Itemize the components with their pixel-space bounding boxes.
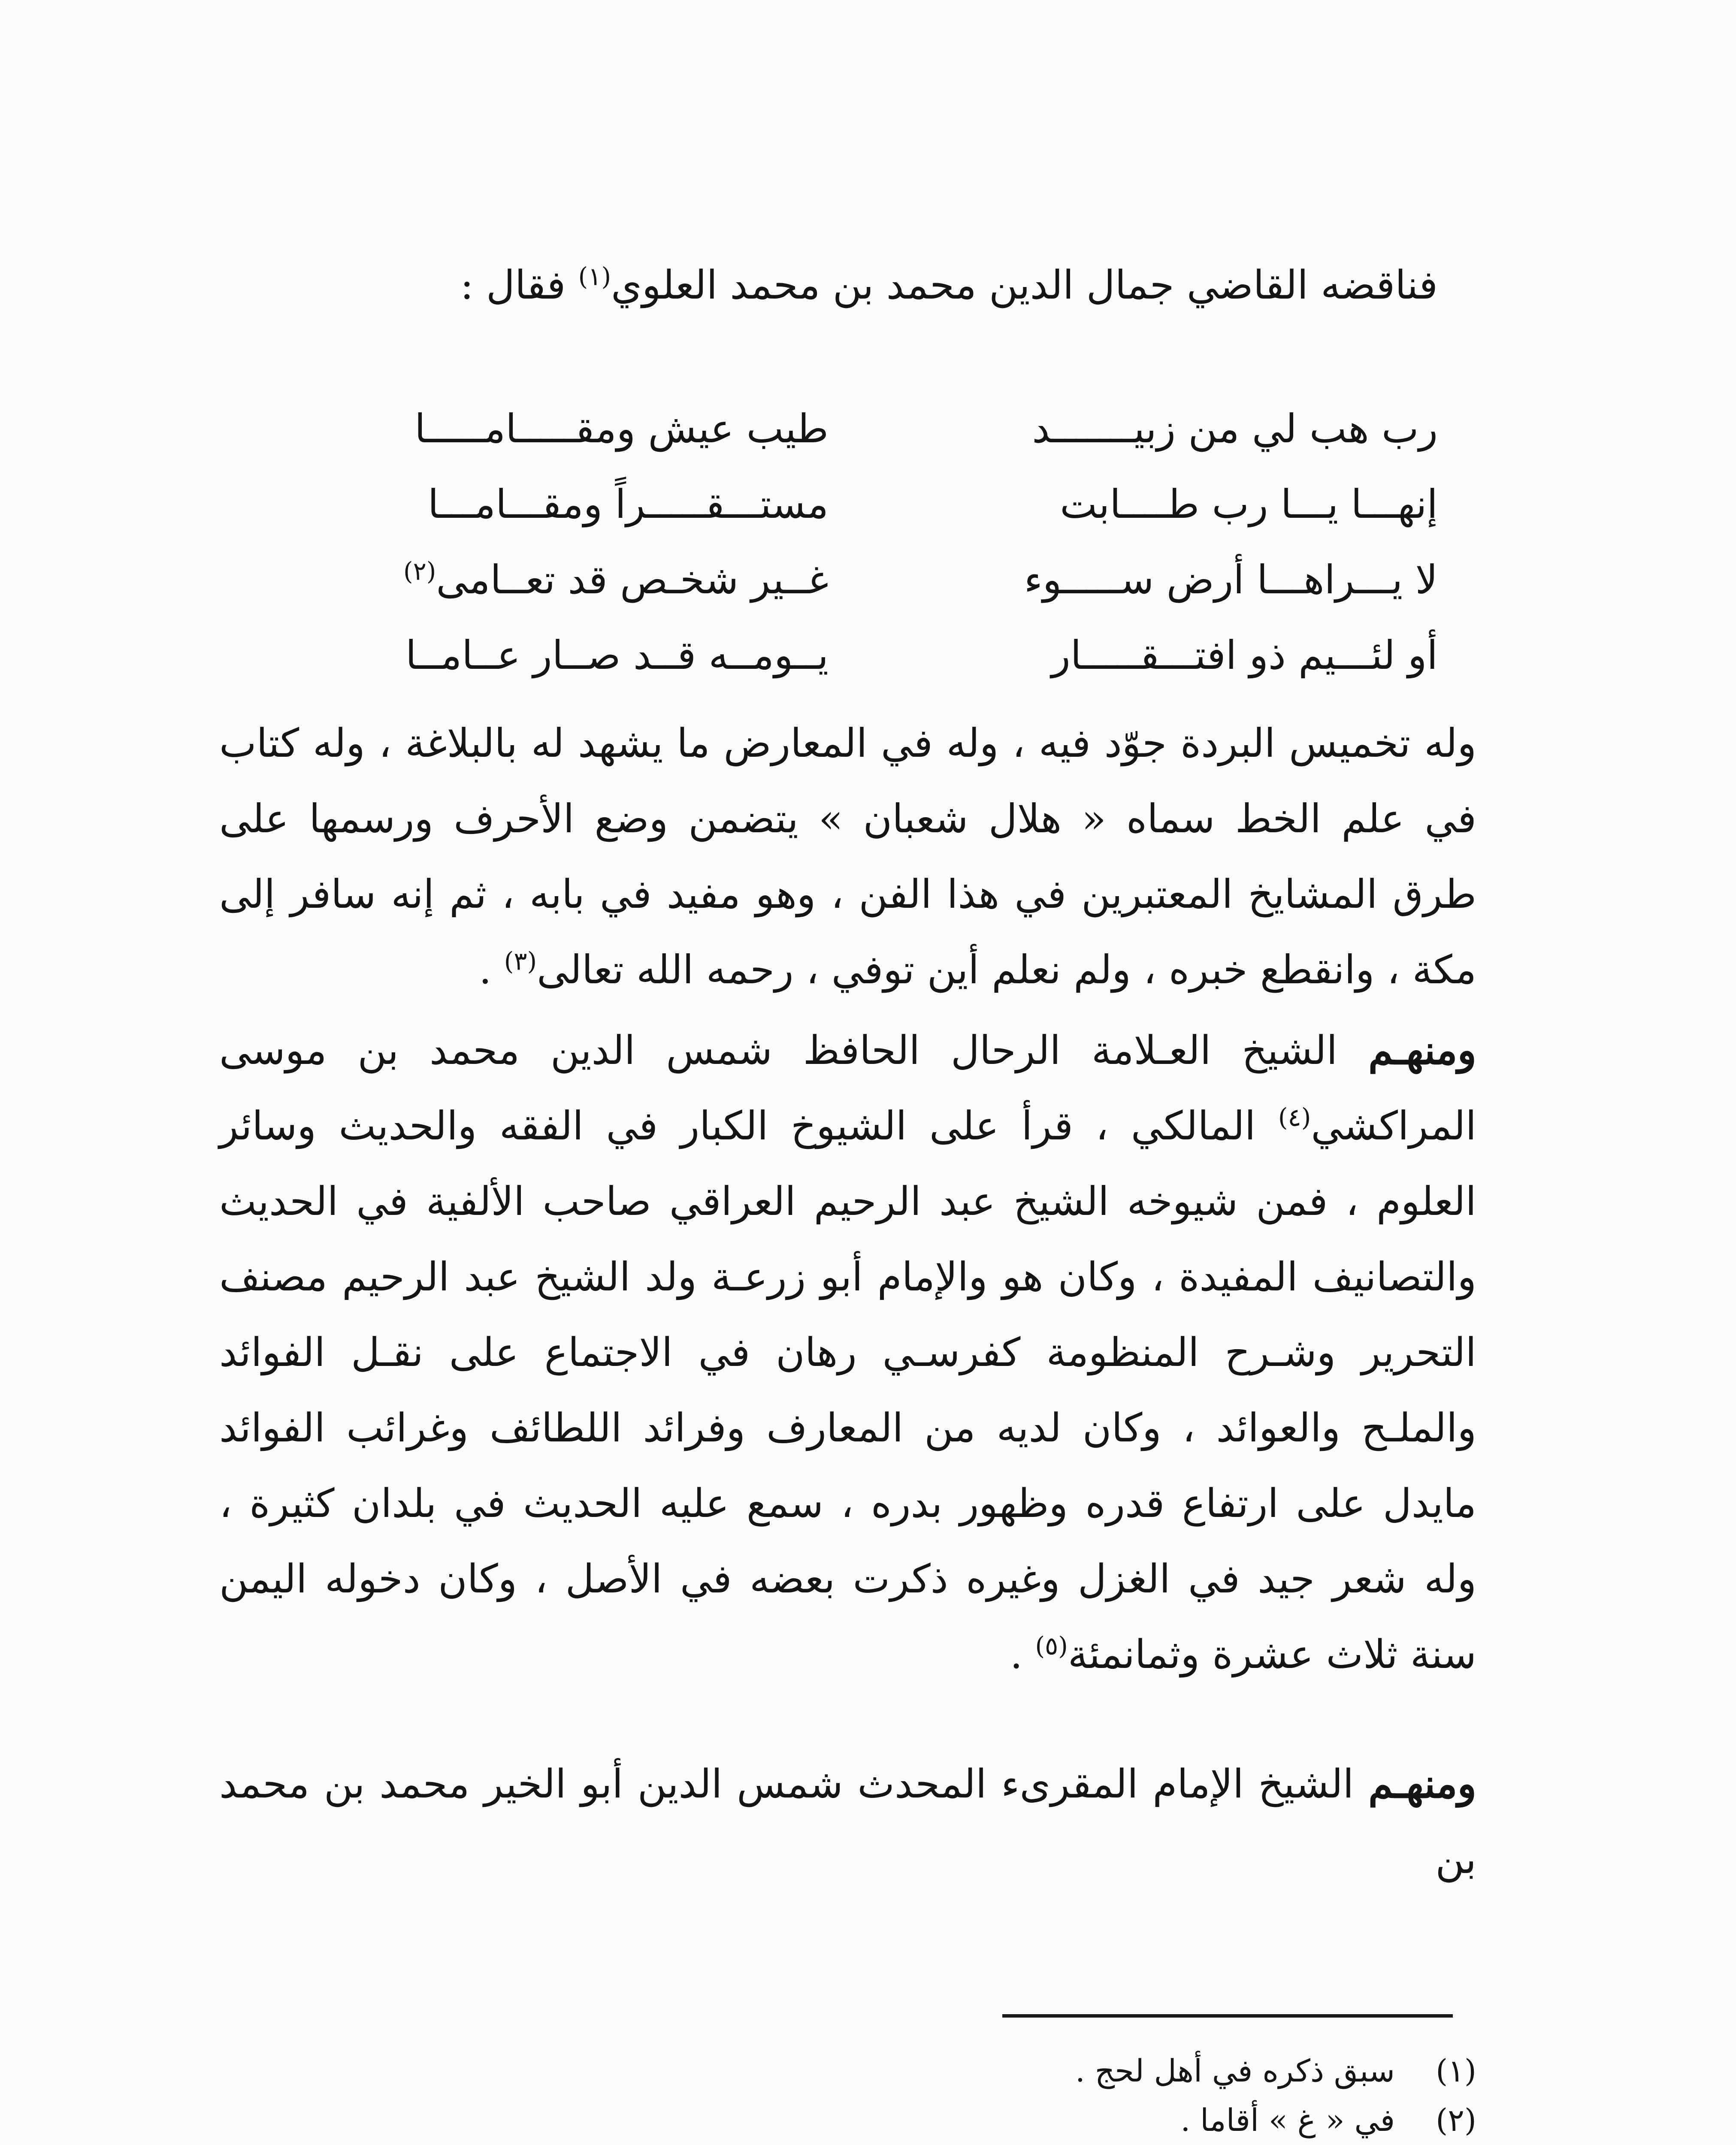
paragraph-3 bbox=[219, 1746, 1476, 1897]
intro-line bbox=[279, 253, 1438, 317]
paragraph-lead-word: ومنهـم bbox=[1368, 1761, 1476, 1807]
verse-second-hemistich: يــومــه قــد صــار عــامــا bbox=[405, 632, 829, 678]
verse-line bbox=[279, 397, 1438, 472]
footnote-text: سبق ذكره في أهل لحج . bbox=[1075, 2053, 1395, 2089]
footnote-separator bbox=[1002, 2014, 1453, 2018]
paragraph-text: وله تخميس البردة جوّد فيه ، وله في المعارض ما يشهد له بالبلاغة ، وله كتاب في علم الخط سماه « هلال شعبان » يتضمن وضع الأحرف ورسمها على طرق المشايخ المعتبرين في هذا الفن ، وهو مفيد في بابه ، ثم إنه سافر إلى مكة ، وانقطع خبره ، ولم نعلم أين توفي ، رحمه الله تعالى bbox=[219, 720, 1476, 993]
paragraph-2: ومنهـم الشيخ العـلامة الرحال الحافظ شمس الدين محمد بن موسى المراكشي$^{(٤)}$ المالكي ، قرأ على الشيوخ الكبار في الفقه والحديث وسائر العلوم ، فمن شيوخه الشيخ عبد الرحيم العراقي صاحب الألفية في الحديث والتصانيف المفيدة ، وكان هو والإمام أبو زرعـة ولد الشيخ عبد الرحيم مصنف التحرير وشـرح المنظومة كفرسـي رهان في الاجتماع على نقـل الفوائد والملـح والعوائد ، وكان لديه من المعارف وفرائد اللطائف وغرائب الفوائد مايدل على ارتفاع قدره وظهور بدره ، سمع عليه الحديث في بلدان كثيرة ، وله شعر جيد في الغزل وغيره ذكرت بعضه في الأصل ، وكان دخوله اليمن سنة ثلاث عشرة وثمانمئة$^{(٥)}$ . bbox=[219, 1027, 1476, 1677]
footnote bbox=[219, 2046, 1476, 2096]
paragraph-1: وله تخميس البردة جوّد فيه ، وله في المعارض ما يشهد له بالبلاغة ، وله كتاب في علم الخط سماه « هلال شعبان » يتضمن وضع الأحرف ورسمها على طرق المشايخ المعتبرين في هذا الفن ، وهو مفيد في بابه ، ثم إنه سافر إلى مكة ، وانقطع خبره ، ولم نعلم أين توفي ، رحمه الله تعالى$^{(٣)}$ . bbox=[219, 720, 1476, 993]
paragraph-text: المالكي ، قرأ على الشيوخ الكبار في الفقه والحديث وسائر العلوم ، فمن شيوخه الشيخ عبد الرحيم العراقي صاحب الألفية في الحديث والتصانيف المفيدة ، وكان هو والإمام أبو زرعـة ولد الشيخ عبد الرحيم مصنف التحرير وشـرح المنظومة كفرسـي رهان في الاجتماع على نقـل الفوائد والملـح والعوائد ، وكان لديه من المعارف وفرائد اللطائف وغرائب الفوائد مايدل على ارتفاع قدره وظهور بدره ، سمع عليه الحديث في بلدان كثيرة ، وله شعر جيد في الغزل وغيره ذكرت بعضه في الأصل ، وكان دخوله اليمن سنة ثلاث عشرة وثمانمئة bbox=[219, 1103, 1476, 1677]
intro-text: فناقضه القاضي جمال الدين محمد بن محمد العلوي bbox=[611, 262, 1438, 308]
verse-line bbox=[279, 623, 1438, 699]
footnote bbox=[219, 2096, 1476, 2145]
verse-line bbox=[279, 472, 1438, 548]
footnote-ref: (٣) bbox=[504, 946, 537, 976]
verse-first-hemistich: رب هب لي من زبيـــــــد bbox=[1032, 406, 1438, 452]
verse-second-hemistich: طيب عيش ومقـــــامـــــا bbox=[414, 406, 829, 452]
footnote-text: في « غ » أقاما . bbox=[1180, 2102, 1395, 2138]
footnote-ref: (٤) bbox=[1278, 1103, 1311, 1132]
paragraph-text: الشيخ الإمام المقرىء المحدث شمس الدين أبو الخير محمد بن محمد بن bbox=[219, 1761, 1476, 1882]
footnote-number: (٢) bbox=[1436, 2102, 1476, 2138]
footnote-ref: (٢) bbox=[403, 556, 436, 586]
footnote-ref: (٥) bbox=[1035, 1631, 1068, 1661]
footnotes bbox=[219, 2046, 1476, 2145]
poem bbox=[279, 397, 1438, 699]
verse-first-hemistich: أو لئـــيم ذو افتـــقـــــار bbox=[1051, 632, 1438, 678]
verse-line bbox=[279, 548, 1438, 623]
verse-first-hemistich: لا يـــراهـــا أرض ســـــوء bbox=[1024, 557, 1438, 603]
verse-second-hemistich: مستـــقـــــراً ومقـــامـــا bbox=[427, 481, 829, 527]
paragraph-text: الشيخ العـلامة الرحال الحافظ شمس الدين محمد بن موسى المراكشي bbox=[219, 1027, 1476, 1149]
verse-second-hemistich: غــير شخـص قد تعــامى$^{(٢)}$ bbox=[403, 556, 829, 603]
paragraph-lead-word: ومنهـم bbox=[1368, 1027, 1476, 1073]
intro-tail: فقال : bbox=[460, 262, 578, 308]
verse-first-hemistich: إنهـــا يـــا رب طــــابت bbox=[1060, 481, 1438, 527]
footnote-ref: (١) bbox=[578, 262, 611, 291]
footnote-number: (١) bbox=[1436, 2053, 1476, 2089]
